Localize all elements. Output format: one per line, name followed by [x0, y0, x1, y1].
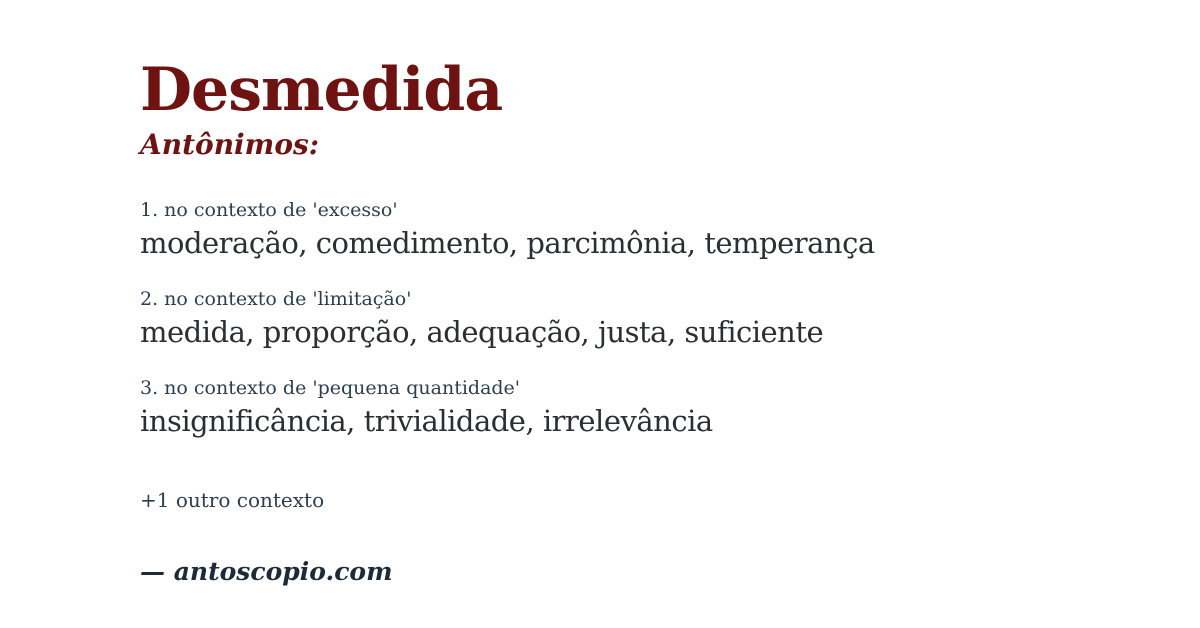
- more-contexts-link[interactable]: +1 outro contexto: [140, 488, 325, 512]
- source-attribution: — antoscopio.com: [140, 557, 393, 586]
- antonym-section-2: [140, 287, 1140, 352]
- antonyms-heading: Antônimos:: [140, 128, 320, 161]
- antonym-sections: [140, 198, 1140, 441]
- context-label-3: 3. no contexto de 'pequena quantidade': [140, 377, 521, 399]
- context-label-1: 1. no contexto de 'excesso': [140, 199, 398, 221]
- antonyms-list-2: medida, proporção, adequação, justa, suficiente: [140, 315, 824, 349]
- antonym-section-1: [140, 198, 1140, 263]
- page-title: Desmedida: [140, 55, 503, 125]
- antonyms-list-3: insignificância, trivialidade, irrelevância: [140, 404, 713, 438]
- antonym-section-3: [140, 376, 1140, 441]
- antonyms-list-1: moderação, comedimento, parcimônia, temperança: [140, 226, 875, 260]
- context-label-2: 2. no contexto de 'limitação': [140, 288, 412, 310]
